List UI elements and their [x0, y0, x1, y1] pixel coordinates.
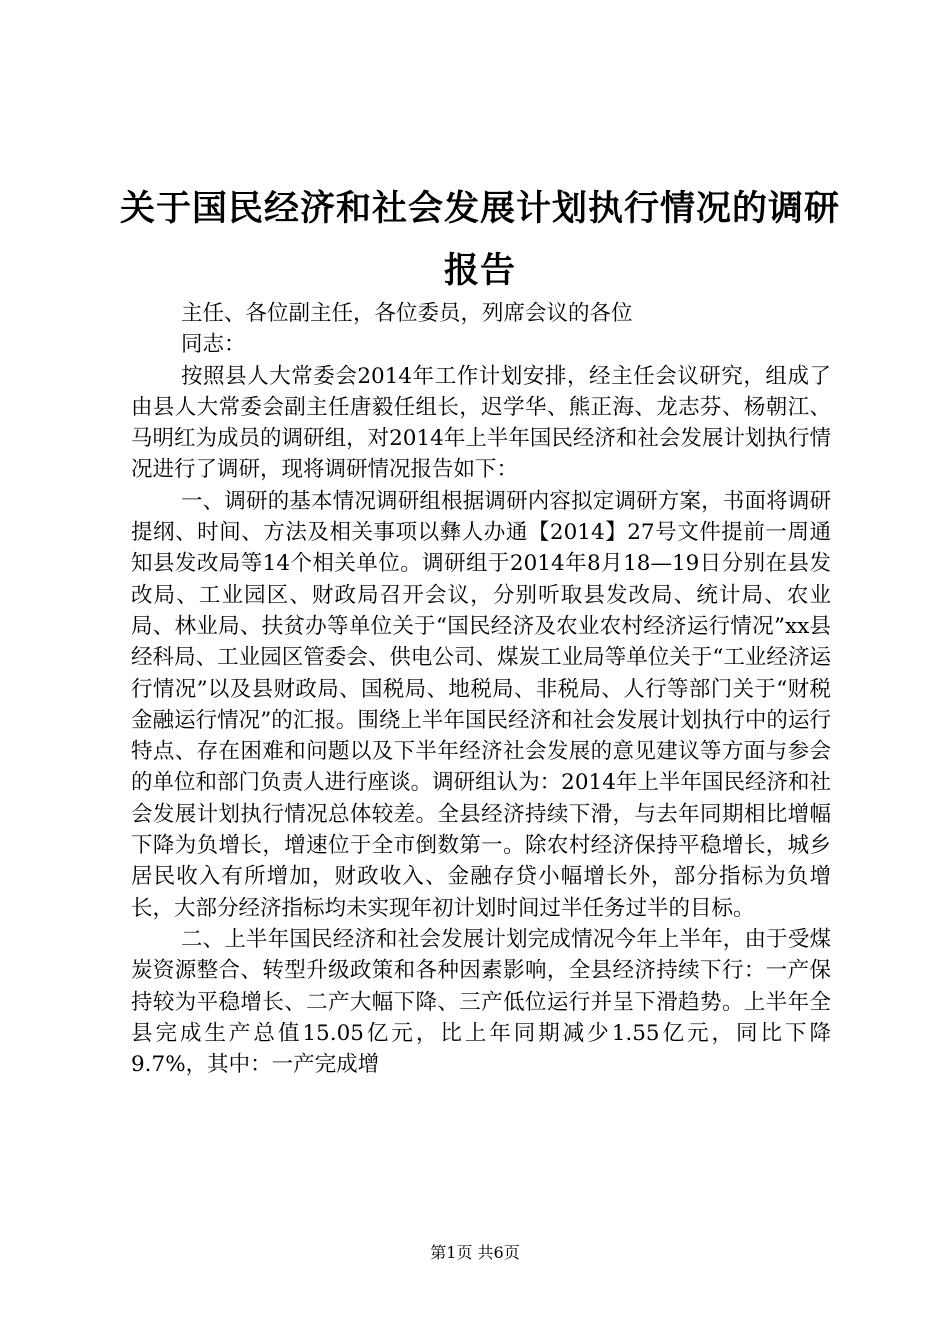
document-body [131, 298, 831, 1080]
paragraph-section-2: 二、上半年国民经济和社会发展计划完成情况今年上半年，由于受煤炭资源整合、转型升级政策和各种因素影响，全县经济持续下行：一产保持较为平稳增长、二产大幅下降、三产低位运行并呈下滑趋势。上半年全县完成生产总值15.05亿元，比上年同期减少1.55亿元，同比下降9.7%，其中：一产完成增 [131, 926, 831, 1078]
page-indicator: 第1页 共6页 [430, 1243, 520, 1262]
salutation-line-1: 主任、各位副主任，各位委员，列席会议的各位 [181, 301, 633, 326]
paragraph-intro: 按照县人大常委会2014年工作计划安排，经主任会议研究，组成了由县人大常委会副主任唐毅任组长，迟学华、熊正海、龙志芬、杨朝江、马明红为成员的调研组，对2014年上半年国民经济和社会发展计划执行情况进行了调研，现将调研情况报告如下： [131, 363, 831, 483]
page-footer [0, 1243, 950, 1263]
salutation-line-2: 同志： [181, 332, 246, 358]
document-title [100, 178, 860, 302]
title-line-2: 报告 [443, 251, 516, 291]
paragraph-section-1: 一、调研的基本情况调研组根据调研内容拟定调研方案，书面将调研提纲、时间、方法及相关事项以彝人办通【2014】27号文件提前一周通知县发改局等14个相关单位。调研组于2014年8月18—19日分别在县发改局、工业园区、财政局召开会议，分别听取县发改局、统计局、农业局、林业局、扶贫办等单位关于“国民经济及农业农村经济运行情况”xx县经科局、工业园区管委会、供电公司、煤炭工业局等单位关于“工业经济运行情况”以及县财政局、国税局、地税局、非税局、人行等部门关于“财税金融运行情况”的汇报。围绕上半年国民经济和社会发展计划执行中的运行特点、存在困难和问题以及下半年经济社会发展的意见建议等方面与参会的单位和部门负责人进行座谈。调研组认为：2014年上半年国民经济和社会发展计划执行情况总体较差。全县经济持续下滑，与去年同期相比增幅下降为负增长，增速位于全市倒数第一。除农村经济保持平稳增长，城乡居民收入有所增加，财政收入、金融存贷小幅增长外，部分指标为负增长，大部分经济指标均未实现年初计划时间过半任务过半的目标。 [131, 488, 831, 921]
title-line-1: 关于国民经济和社会发展计划执行情况的调研 [119, 189, 840, 229]
